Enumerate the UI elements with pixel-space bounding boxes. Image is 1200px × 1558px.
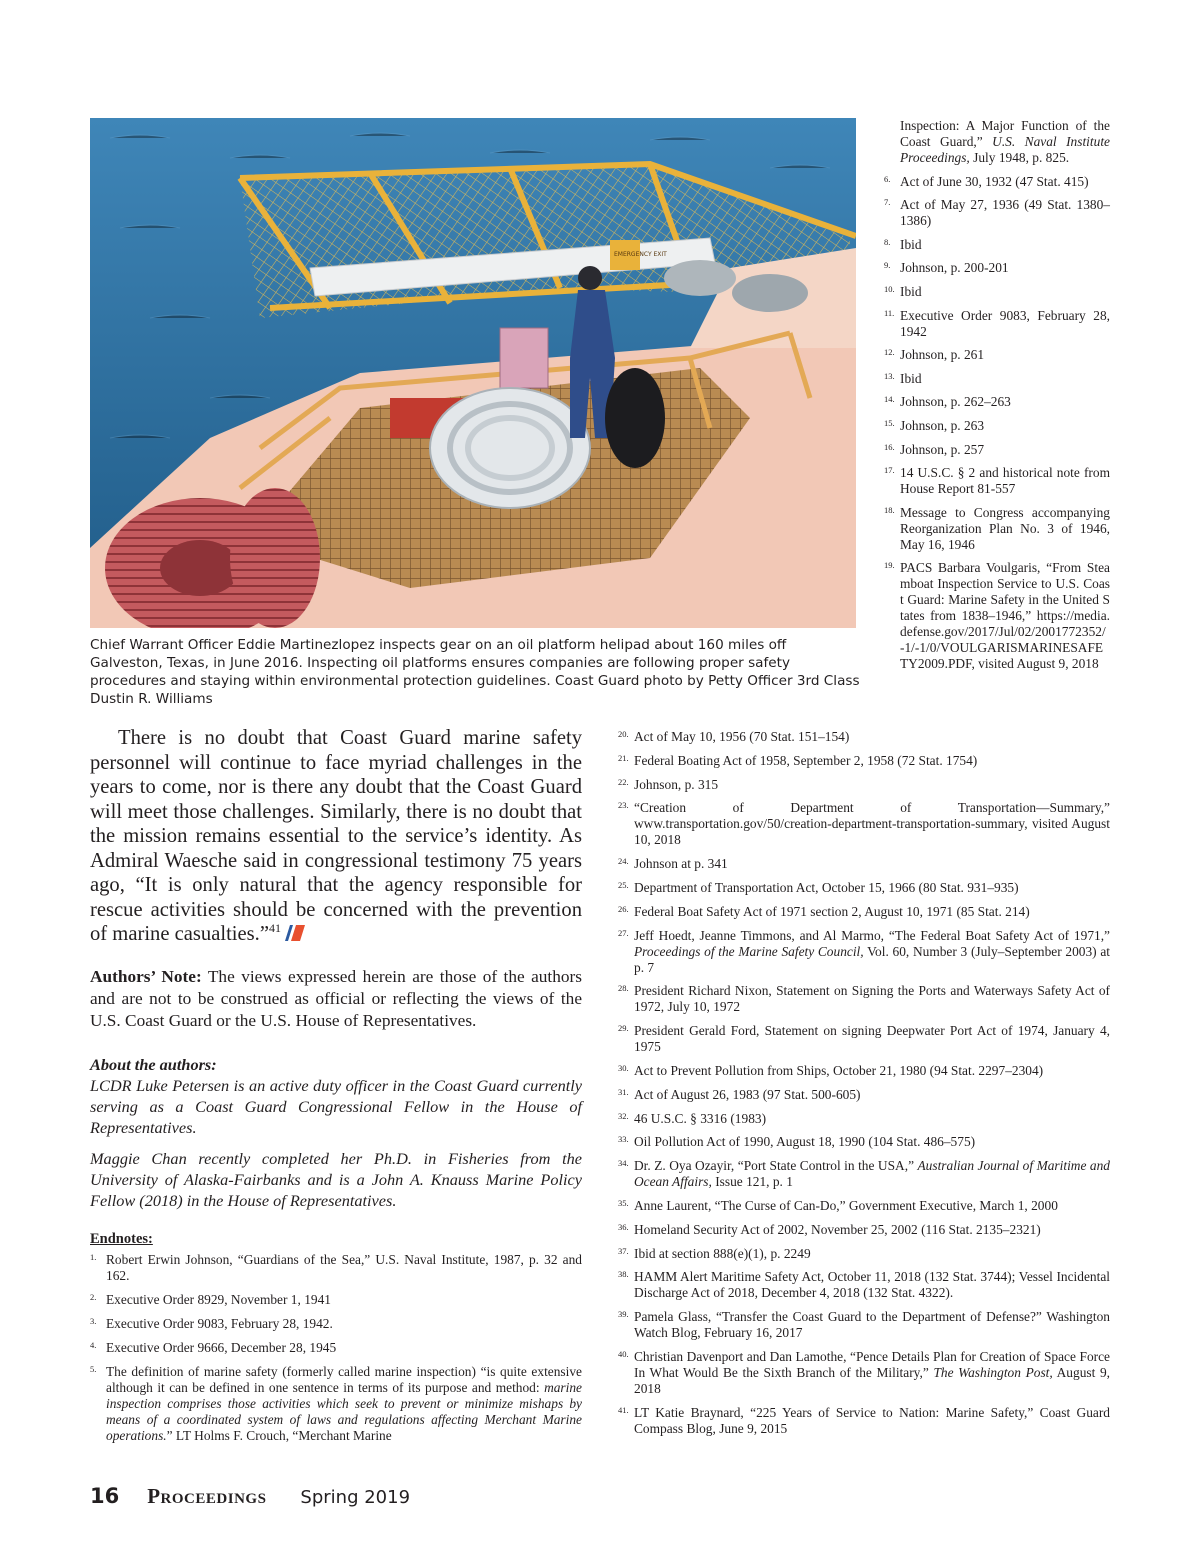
page-number: 16 [90, 1484, 120, 1508]
endnote-text: Robert Erwin Johnson, “Guardians of the Sea,” U.S. Naval Institute, 1987, p. 32 and 162. [106, 1252, 582, 1283]
electrical-box [500, 328, 548, 388]
endnote-item [884, 308, 1110, 340]
emergency-exit-sign-text: EMERGENCY EXIT [614, 251, 667, 258]
endnote-item [884, 505, 1110, 553]
endnote-item [884, 371, 1110, 387]
endnote-item [618, 1198, 1110, 1214]
endnote-text: Message to Congress accompanying Reorganization Plan No. 3 of 1946, May 16, 1946 [900, 504, 1110, 552]
endnote-text: Dr. Z. Oya Ozayir, “Port State Control in the USA,” [634, 1158, 918, 1174]
endnote-text: Johnson, p. 315 [634, 776, 719, 792]
endnote-number: 14. [884, 394, 895, 405]
endnote-text: The definition of marine safety (formerly called marine inspection) “is quite extensive although it can be defined in one sentence in terms of its purpose and method: [106, 1364, 582, 1395]
endnote-text: Executive Order 8929, November 1, 1941 [106, 1292, 331, 1307]
endnote-item [618, 1087, 1110, 1103]
endnote-text: Issue 121, p. 1 [711, 1174, 793, 1190]
endnote-number: 28. [618, 983, 629, 994]
endnote-item [884, 418, 1110, 434]
endnote-text: Act of June 30, 1932 (47 Stat. 415) [900, 173, 1089, 189]
endnote-text: LT Katie Braynard, “225 Years of Service to Nation: Marine Safety,” Coast Guard Compass Blog, June 9, 2015 [634, 1404, 1110, 1436]
endnote-text: Act of August 26, 1983 (97 Stat. 500-605) [634, 1086, 861, 1102]
endnote-text: 46 U.S.C. § 3316 (1983) [634, 1110, 767, 1126]
page-footer [90, 1484, 410, 1509]
endnote-number: 35. [618, 1197, 629, 1208]
endnote-text: Oil Pollution Act of 1990, August 18, 1990 (104 Stat. 486–575) [634, 1134, 976, 1150]
endnote-number: 22. [618, 776, 629, 787]
endnote-item [618, 1158, 1110, 1190]
endnote-item [618, 1134, 1110, 1150]
endnote-number: 7. [884, 197, 891, 208]
endnote-text: Johnson, p. 262–263 [900, 394, 1011, 410]
endnote-text: Johnson, p. 257 [900, 441, 985, 457]
endnote-item [884, 442, 1110, 458]
endnote-text: Federal Boating Act of 1958, September 2, 1958 (72 Stat. 1754) [634, 752, 978, 768]
endnote-item [90, 1252, 582, 1284]
endnote-number: 29. [618, 1023, 629, 1034]
endnote-citation: Australian Journal of Maritime and Ocean Affairs, [634, 1158, 1110, 1190]
endnote-number: 4. [90, 1340, 97, 1350]
photo-caption: Chief Warrant Officer Eddie Martinezlopez inspects gear on an oil platform helipad about 160 miles off Galveston, Texas, in June 2016. Inspecting oil platforms ensures companies are following proper safety procedures and staying within environmental protection guidelines. Coast Guard photo by Petty Officer 3rd Class Dustin R. Williams [90, 637, 860, 707]
endnote-number: 15. [884, 417, 895, 428]
coast-guard-stripe-icon [283, 925, 305, 941]
endnote-text: Inspection: A Major Function of the Coast Guard,” [900, 118, 1110, 149]
endnote-citation: Proceedings of the Marine Safety Council, [634, 943, 864, 959]
endnote-number: 38. [618, 1269, 629, 1280]
endnote-number: 1. [90, 1252, 97, 1262]
endnote-citation: U.S. Naval Institute Proceedings, [900, 134, 1110, 165]
endnote-number: 36. [618, 1221, 629, 1232]
issue-date: Spring 2019 [300, 1487, 411, 1508]
endnotes-column-top-right [884, 118, 1110, 680]
endnote-item [618, 856, 1110, 872]
endnote-number: 21. [618, 752, 629, 763]
endnote-number: 13. [884, 370, 895, 381]
endnote-text: 14 U.S.C. § 2 and historical note from House Report 81-557 [900, 465, 1110, 497]
endnote-text: Homeland Security Act of 2002, November 25, 2002 (116 Stat. 2135–2321) [634, 1221, 1041, 1237]
endnote-item [618, 983, 1110, 1015]
endnote-text: Act to Prevent Pollution from Ships, October 21, 1980 (94 Stat. 2297–2304) [634, 1062, 1044, 1078]
endnote-text: ” LT Holms F. Crouch, “Merchant Marine [166, 1428, 392, 1443]
endnote-text: Vol. 60, Number 3 (July–September 2003) at p. 7 [634, 943, 1111, 975]
endnote-number: 19. [884, 560, 895, 571]
endnote-number: 34. [618, 1158, 629, 1169]
endnote-citation: The Washington Post, [933, 1364, 1053, 1380]
endnote-number: 39. [618, 1309, 629, 1320]
endnotes-column-left [90, 1252, 582, 1452]
endnote-text: Johnson, p. 263 [900, 417, 985, 433]
vent-cover [732, 274, 808, 312]
endnote-text: Anne Laurent, “The Curse of Can-Do,” Government Executive, March 1, 2000 [634, 1197, 1058, 1213]
closing-paragraph [90, 726, 582, 947]
endnote-number: 8. [884, 236, 891, 247]
endnote-italic-quote: marine inspection comprises those activities which seek to prevent or minimize mishaps by means of a coordinated system of laws and regulations affecting Merchant Marine operations. [106, 1380, 582, 1443]
endnote-item [90, 1292, 582, 1308]
endnote-item [618, 1222, 1110, 1238]
authors-note-label: Authors’ Note: [90, 967, 202, 986]
endnote-number: 32. [618, 1110, 629, 1121]
endnotes-heading: Endnotes: [90, 1231, 153, 1247]
endnote-number: 10. [884, 283, 895, 294]
endnote-text: Executive Order 9666, December 28, 1945 [106, 1340, 337, 1355]
endnote-number: 6. [884, 173, 891, 184]
endnote-item [618, 777, 1110, 793]
endnote-item [618, 800, 1110, 848]
endnote-number: 31. [618, 1086, 629, 1097]
endnote-item [618, 1349, 1110, 1397]
endnote-item [618, 1023, 1110, 1055]
endnote-text: President Gerald Ford, Statement on signing Deepwater Port Act of 1974, January 4, 1975 [634, 1023, 1110, 1055]
endnote-item [884, 560, 1110, 672]
endnote-item [618, 1063, 1110, 1079]
endnote-continuation [884, 118, 1110, 166]
endnote-item [884, 465, 1110, 497]
about-author-petersen: LCDR Luke Petersen is an active duty officer in the Coast Guard currently serving as a Coast Guard Congressional Fellow in the House of Representatives. [90, 1076, 582, 1137]
endnote-number: 20. [618, 729, 629, 739]
endnote-text: Ibid at section 888(e)(1), p. 2249 [634, 1245, 811, 1261]
magazine-title: Proceedings [147, 1484, 267, 1508]
endnote-text: Jeff Hoedt, Jeanne Timmons, and Al Marmo, “The Federal Boat Safety Act of 1971,” [634, 927, 1110, 943]
endnote-number: 27. [618, 927, 629, 938]
endnote-item [618, 904, 1110, 920]
endnote-number: 23. [618, 800, 629, 811]
endnote-number: 12. [884, 347, 895, 358]
authors-note-text: The views expressed herein are those of the authors and are not to be construed as official or reflecting the views of the U.S. Coast Guard or the U.S. House of Representatives. [90, 967, 582, 1030]
endnote-number: 9. [884, 260, 891, 271]
endnote-text: “Creation of Department of Transportation—Summary,” www.transportation.gov/50/creation-department-transportation-summary, visited August 10, 2018 [634, 800, 1110, 848]
endnote-ref-41: 41 [268, 921, 281, 936]
endnote-item [618, 753, 1110, 769]
endnote-text: Pamela Glass, “Transfer the Coast Guard to the Department of Defense?” Washington Watch Blog, February 16, 2017 [634, 1309, 1110, 1341]
endnote-text: Ibid [900, 370, 922, 386]
endnote-item [618, 1269, 1110, 1301]
endnote-text: Executive Order 9083, February 28, 1942 [900, 307, 1110, 339]
about-author-chan: Maggie Chan recently completed her Ph.D. in Fisheries from the University of Alaska-Fairbanks and is a John A. Knauss Marine Policy Fellow (2018) in the House of Representatives. [90, 1149, 582, 1210]
endnote-item [884, 284, 1110, 300]
endnote-number: 3. [90, 1316, 97, 1326]
endnote-item [618, 1246, 1110, 1262]
endnote-number: 40. [618, 1348, 629, 1359]
endnote-number: 41. [618, 1404, 629, 1415]
endnote-item [884, 197, 1110, 229]
endnote-text: Federal Boat Safety Act of 1971 section 2, August 10, 1971 (85 Stat. 214) [634, 903, 1030, 919]
endnote-text: August 9, 2018 [634, 1364, 1111, 1396]
endnote-item [618, 729, 1110, 745]
endnote-text: Johnson, p. 261 [900, 347, 985, 363]
endnote-item [618, 1111, 1110, 1127]
endnote-text: Christian Davenport and Dan Lamothe, “Pence Details Plan for Creation of Space Force In What Would Be the Sixth Branch of the Military,” [634, 1348, 1110, 1380]
endnote-number: 24. [618, 856, 629, 867]
endnote-text: July 1948, p. 825. [969, 150, 1070, 165]
oil-platform-photo [90, 118, 856, 628]
endnote-text: Ibid [900, 283, 922, 299]
authors-note [90, 966, 582, 1032]
endnote-text: Department of Transportation Act, October 15, 1966 (80 Stat. 931–935) [634, 879, 1019, 895]
endnote-number: 17. [884, 465, 895, 476]
endnote-item [884, 237, 1110, 253]
endnotes-column-bottom-right [618, 729, 1110, 1445]
endnote-text: Ibid [900, 236, 922, 252]
about-authors-heading: About the authors: [90, 1055, 217, 1074]
endnote-number: 11. [884, 307, 895, 318]
white-hose-reel [430, 388, 590, 508]
endnote-item [884, 347, 1110, 363]
endnote-item [884, 260, 1110, 276]
endnote-text: Act of May 10, 1956 (70 Stat. 151–154) [634, 729, 850, 744]
endnote-number: 18. [884, 504, 895, 515]
endnote-item [884, 394, 1110, 410]
closing-paragraph-text: There is no doubt that Coast Guard marine safety personnel will continue to face myriad challenges in the years to come, nor is there any doubt that the Coast Guard will meet those challenges. Similarly, there is no doubt that the mission remains essential to the service’s identity. As Admiral Waesche said in congressional testimony 75 years ago, “It is only natural that the agency responsible for rescue activities should be concerned with the prevention of marine casualties.” [90, 727, 582, 945]
endnote-text: Johnson at p. 341 [634, 856, 728, 872]
endnote-text: Executive Order 9083, February 28, 1942. [106, 1316, 333, 1331]
endnote-number: 33. [618, 1134, 629, 1145]
endnote-number: 37. [618, 1245, 629, 1256]
endnote-number: 2. [90, 1292, 97, 1302]
about-authors [90, 1054, 582, 1221]
endnote-number: 5. [90, 1364, 97, 1374]
endnote-item [618, 880, 1110, 896]
endnote-item [90, 1340, 582, 1356]
endnote-text: Johnson, p. 200-201 [900, 260, 1009, 276]
endnote-number: 16. [884, 441, 895, 452]
endnote-number: 26. [618, 903, 629, 914]
endnote-item [884, 174, 1110, 190]
vent-cover [664, 260, 736, 296]
endnote-item [618, 1405, 1110, 1437]
endnote-number: 30. [618, 1062, 629, 1073]
endnote-number: 25. [618, 879, 629, 890]
endnote-text: PACS Barbara Voulgaris, “From Steamboat Inspection Service to U.S. Coast Guard: Marine Safety in the United States from 1838–1946,” https://media.defense.gov/2017/Jul/02/2001772352/-1/-1/0/VOULGARISMARINESAFETY2009.PDF, visited August 9, 2018 [900, 560, 1110, 672]
endnote-item [90, 1364, 582, 1444]
endnote-text: Act of May 27, 1936 (49 Stat. 1380–1386) [900, 197, 1110, 229]
endnote-item [618, 928, 1110, 976]
endnote-item [90, 1316, 582, 1332]
black-hose-reel [605, 368, 665, 468]
endnote-text: President Richard Nixon, Statement on Signing the Ports and Waterways Safety Act of 1972, July 10, 1972 [634, 983, 1110, 1015]
endnote-item [618, 1309, 1110, 1341]
endnote-text: HAMM Alert Maritime Safety Act, October 11, 2018 (132 Stat. 3744); Vessel Incidental Discharge Act of 2018, December 4, 2018 (132 Stat. 4322). [634, 1269, 1110, 1301]
